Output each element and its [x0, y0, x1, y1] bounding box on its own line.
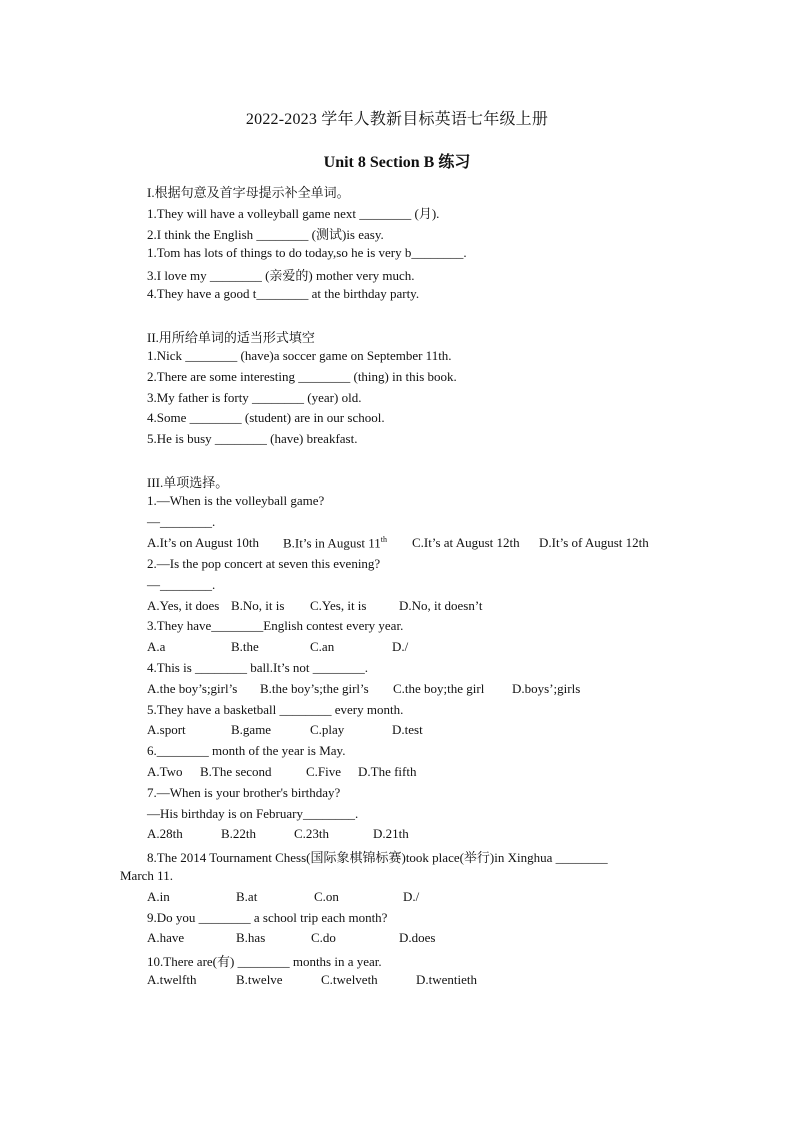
question-stem: 5.They have a basketball ________ every month.	[147, 702, 404, 717]
section-1-item: 1.They will have a volleyball game next ________ (月).	[147, 206, 440, 221]
option-a: A.sport	[147, 722, 186, 737]
option-b: B.22th	[221, 826, 257, 841]
section-3-heading: III.单项选择。	[147, 475, 229, 490]
question-stem: 4.This is ________ ball.It’s not ________.	[147, 660, 368, 675]
option-d: D.does	[399, 930, 436, 945]
option-d: D.It’s of August 12th	[539, 535, 649, 550]
option-c: C.do	[311, 930, 336, 945]
section-2-item: 3.My father is forty ________ (year) old.	[147, 390, 362, 405]
option-c: C.23th	[294, 826, 330, 841]
section-1-item: 4.They have a good t________ at the birthday party.	[147, 286, 420, 301]
option-d: D./	[403, 889, 420, 904]
option-d: D./	[392, 639, 409, 654]
option-d: D.No, it doesn’t	[399, 598, 483, 613]
option-c: C.Five	[306, 764, 342, 779]
question-stem: 7.—When is your brother's birthday?	[147, 785, 341, 800]
option-b: B.twelve	[236, 972, 283, 987]
question-stem: 1.—When is the volleyball game?	[147, 493, 325, 508]
option-c: C.the boy;the girl	[393, 681, 485, 696]
option-a: A.the boy’s;girl’s	[147, 681, 238, 696]
option-b	[283, 535, 387, 551]
option-d: D.21th	[373, 826, 409, 841]
section-2-item: 5.He is busy ________ (have) breakfast.	[147, 431, 358, 446]
section-1-item: 2.I think the English ________ (测试)is easy.	[147, 227, 384, 242]
option-b: B.the	[231, 639, 259, 654]
option-a: A.have	[147, 930, 185, 945]
question-stem: 6.________ month of the year is May.	[147, 743, 346, 758]
option-c: C.It’s at August 12th	[412, 535, 520, 550]
option-b-text: B.It’s in August 11	[283, 535, 381, 551]
answer-line: —His birthday is on February________.	[147, 806, 359, 821]
option-a: A.Two	[147, 764, 183, 779]
option-b: B.at	[236, 889, 258, 904]
question-stem: 10.There are(有) ________ months in a year.	[147, 954, 382, 969]
section-2-item: 1.Nick ________ (have)a soccer game on September 11th.	[147, 348, 452, 363]
section-1-item: 3.I love my ________ (亲爱的) mother very much.	[147, 268, 415, 283]
section-2-heading: II.用所给单词的适当形式填空	[147, 330, 315, 345]
option-c: C.play	[310, 722, 345, 737]
page-title: 2022-2023 学年人教新目标英语七年级上册	[245, 111, 549, 128]
section-1-item: 1.Tom has lots of things to do today,so he is very b________.	[147, 245, 467, 260]
option-a: A.a	[147, 639, 166, 654]
option-a: A.in	[147, 889, 170, 904]
option-b-superscript: th	[380, 535, 387, 544]
option-d: D.test	[392, 722, 423, 737]
section-2-item: 2.There are some interesting ________ (thing) in this book.	[147, 369, 457, 384]
question-stem: 2.—Is the pop concert at seven this evening?	[147, 556, 381, 571]
option-b: B.No, it is	[231, 598, 285, 613]
answer-blank: —________.	[147, 514, 216, 529]
question-stem: 8.The 2014 Tournament Chess(国际象棋锦标赛)took place(举行)in Xinghua ________	[147, 850, 608, 865]
option-c: C.an	[310, 639, 335, 654]
option-d: D.The fifth	[358, 764, 417, 779]
option-c: C.on	[314, 889, 339, 904]
option-b: B.The second	[200, 764, 272, 779]
option-c: C.Yes, it is	[310, 598, 367, 613]
option-a: A.Yes, it does	[147, 598, 220, 613]
option-d: D.boys’;girls	[512, 681, 581, 696]
question-stem-continued: March 11.	[120, 868, 173, 883]
question-stem: 3.They have________English contest every year.	[147, 618, 404, 633]
section-1-heading: I.根据句意及首字母提示补全单词。	[147, 185, 350, 200]
page-subtitle: Unit 8 Section B 练习	[323, 154, 471, 171]
option-b: B.has	[236, 930, 266, 945]
option-d: D.twentieth	[416, 972, 478, 987]
question-stem: 9.Do you ________ a school trip each month?	[147, 910, 388, 925]
section-2-item: 4.Some ________ (student) are in our school.	[147, 410, 385, 425]
option-a: A.28th	[147, 826, 183, 841]
option-b: B.the boy’s;the girl’s	[260, 681, 369, 696]
answer-blank: —________.	[147, 577, 216, 592]
option-a: A.twelfth	[147, 972, 197, 987]
option-a: A.It’s on August 10th	[147, 535, 259, 550]
option-b: B.game	[231, 722, 272, 737]
option-c: C.twelveth	[321, 972, 378, 987]
